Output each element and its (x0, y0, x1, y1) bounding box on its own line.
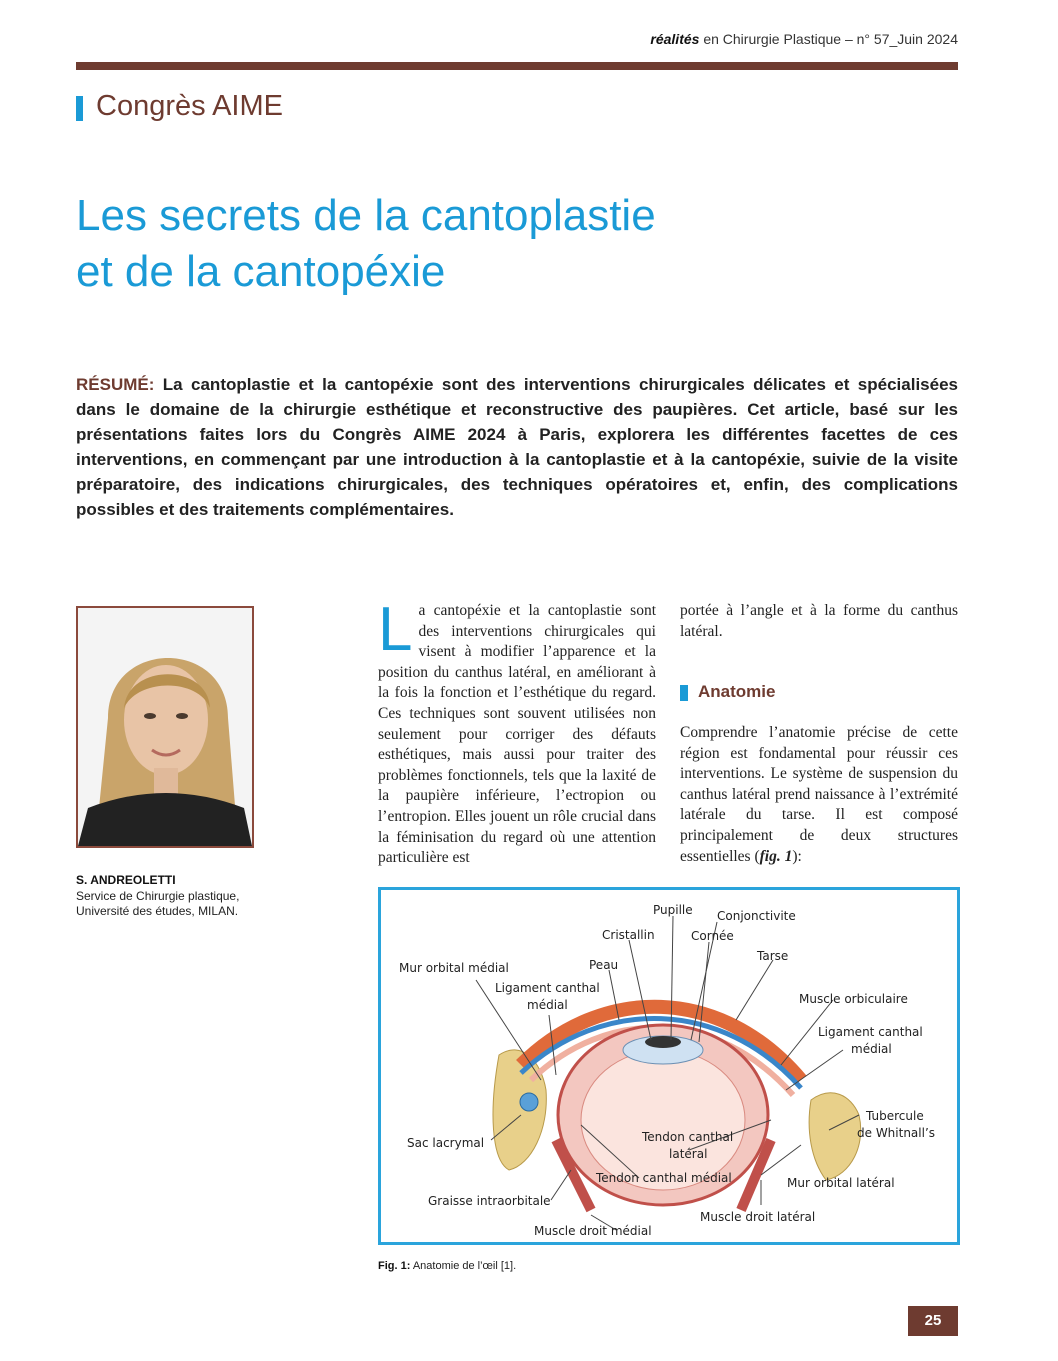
body-column-2-top: portée à l’angle et à la forme du canthus latéral. (680, 602, 958, 640)
label-pupille: Pupille (653, 903, 693, 917)
label-tendon-canthal-medial: Tendon canthal médial (596, 1171, 732, 1185)
figure-reference: fig. 1 (759, 847, 793, 865)
figure-caption-label: Fig. 1: (378, 1260, 411, 1272)
label-tendon-canthal-lateral-1: Tendon canthal (642, 1130, 734, 1144)
body-paragraph-2-end: ): (792, 847, 802, 865)
label-muscle-droit-lateral: Muscle droit latéral (700, 1210, 816, 1224)
header-rule (76, 62, 958, 70)
label-tubercule-1: Tubercule (866, 1109, 924, 1123)
label-graisse-intraorbitale: Graisse intraorbitale (428, 1194, 551, 1208)
label-ligament-canthal-b-1: Ligament canthal (818, 1025, 923, 1039)
subheading-marker (680, 685, 688, 701)
label-ligament-canthal-medial-1: Ligament canthal (495, 981, 600, 995)
label-cornee: Cornée (691, 929, 734, 943)
body-paragraph-1: a cantopéxie et la cantoplastie sont des interventions chirurgicales qui visent à modifier l’apparence et la position du canthus latéral, en améliorant à la fois la fonction et l’esthétique du regard. Ces techniques sont souvent utilisées non seulement pour corriger des défauts esthétiques, mais aussi pour traiter des problèmes fonctionnels, tels que la laxité de la paupière inférieure, l’ectropion ou l’entropion. Elles jouent un rôle crucial dans la féminisation du regard où une attention particulière est (378, 602, 656, 867)
article-title (76, 188, 656, 300)
label-muscle-droit-medial: Muscle droit médial (534, 1224, 652, 1238)
abstract (76, 372, 958, 522)
label-tarse: Tarse (757, 949, 789, 963)
subheading-anatomie: Anatomie (698, 682, 776, 701)
journal-name: réalités (650, 31, 700, 47)
figure-caption (378, 1260, 516, 1272)
label-peau: Peau (589, 958, 619, 972)
article-title-line-2: et de la cantopéxie (76, 247, 446, 296)
eye-anatomy-illustration (381, 890, 957, 1242)
label-cristallin: Cristallin (602, 928, 655, 942)
article-title-line-1: Les secrets de la cantoplastie (76, 191, 656, 240)
body-paragraph-2: Comprendre l’anatomie précise de cette région est fondamental pour réussir ces interventions. Le système de suspension du canthus latéral prend naissance à l’extrémité latérale du tarse. Il est composé principalement de deux structures essentielles ( (680, 724, 958, 865)
author-photo (76, 606, 254, 848)
page-number: 25 (908, 1306, 958, 1336)
abstract-label: RÉSUMÉ: (76, 375, 155, 394)
figure-1 (378, 887, 960, 1245)
running-header (0, 31, 958, 47)
label-ligament-canthal-medial-2: médial (527, 998, 568, 1012)
label-tendon-canthal-lateral-2: latéral (669, 1147, 708, 1161)
label-mur-orbital-medial: Mur orbital médial (399, 961, 509, 975)
section-title: Congrès AIME (96, 90, 283, 122)
label-tubercule-2: de Whitnall’s (857, 1126, 936, 1140)
author-name: S. ANDREOLETTI (76, 873, 176, 887)
body-column-2 (680, 723, 958, 867)
label-conjonctivite: Conjonctivite (717, 909, 796, 923)
label-mur-orbital-lateral: Mur orbital latéral (787, 1176, 895, 1190)
label-muscle-orbiculaire: Muscle orbiculaire (799, 992, 908, 1006)
body-column-1 (378, 595, 656, 869)
abstract-text: La cantoplastie et la cantopéxie sont des interventions chirurgicales délicates et spécialisées dans le domaine de la chirurgie esthétique et reconstructive des paupières. Cet article, basé sur les présentations faites lors du Congrès AIME 2024 à Paris, explorera les différentes facettes de ces interventions, en commençant par une introduction à la cantoplastie et à la cantopéxie, suivie de la visite préparatoire, des indications chirurgicales, des techniques opératoires et, enfin, des complications possibles et des traitements complémentaires. (76, 375, 958, 519)
journal-issue: en Chirurgie Plastique – n° 57_Juin 2024 (703, 31, 958, 47)
section-marker (76, 96, 83, 121)
author-affiliation: Service de Chirurgie plastique, Université des études, MILAN. (76, 889, 240, 918)
figure-caption-text: Anatomie de l’œil [1]. (412, 1260, 517, 1272)
label-sac-lacrymal: Sac lacrymal (407, 1136, 485, 1150)
label-ligament-canthal-b-2: médial (851, 1042, 892, 1056)
drop-cap: L (378, 595, 413, 664)
